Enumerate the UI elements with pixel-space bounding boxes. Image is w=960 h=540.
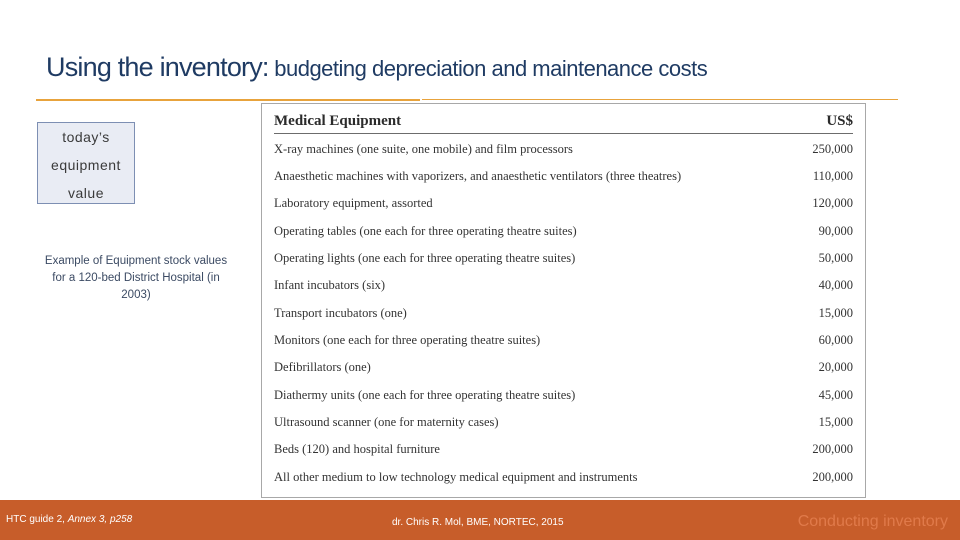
row-value: 110,000	[812, 169, 853, 183]
table-row	[274, 220, 853, 247]
row-item: Operating lights (one each for three operating theatre suites)	[274, 251, 576, 265]
row-item: Ultrasound scanner (one for maternity cases)	[274, 415, 499, 429]
slide-title-main: Using the inventory:	[46, 52, 269, 82]
table-row	[274, 466, 853, 493]
row-value: 60,000	[818, 333, 853, 347]
row-item: X-ray machines (one suite, one mobile) and film processors	[274, 142, 573, 156]
row-item: Diathermy units (one each for three operating theatre suites)	[274, 388, 576, 402]
table-row	[274, 192, 853, 219]
row-value: 40,000	[818, 278, 853, 292]
row-value: 15,000	[818, 306, 853, 320]
table-row	[274, 411, 853, 438]
footer-source-prefix: HTC guide 2,	[6, 514, 68, 525]
row-value: 200,000	[812, 442, 853, 456]
row-item: Anaesthetic machines with vaporizers, and anaesthetic ventilators (three theatres)	[274, 169, 682, 183]
row-value: 120,000	[812, 196, 853, 210]
row-item: Infant incubators (six)	[274, 278, 386, 292]
equipment-table	[261, 103, 866, 498]
row-value: 250,000	[812, 142, 853, 156]
row-item: Defibrillators (one)	[274, 360, 371, 374]
row-item: Beds (120) and hospital furniture	[274, 442, 440, 456]
row-value: 15,000	[818, 415, 853, 429]
row-item: Monitors (one each for three operating theatre suites)	[274, 333, 541, 347]
footer-bar	[0, 500, 960, 540]
row-value: 20,000	[818, 360, 853, 374]
value-box-line: value	[68, 185, 104, 201]
slide-title-sub: budgeting depreciation and maintenance costs	[268, 56, 708, 81]
row-item: Operating tables (one each for three operating theatre suites)	[274, 224, 577, 238]
table-row	[274, 165, 853, 192]
value-box-line: equipment	[51, 157, 121, 173]
header-equipment: Medical Equipment	[274, 113, 402, 129]
table-row	[274, 384, 853, 411]
footer-source-italic: Annex 3, p258	[67, 514, 133, 525]
footer-topic: Conducting inventory	[797, 513, 948, 530]
row-item: Transport incubators (one)	[274, 306, 407, 320]
table-row	[274, 302, 853, 329]
table-header	[274, 111, 853, 134]
table-row	[274, 438, 853, 465]
title-underline-right	[422, 99, 898, 100]
row-item: All other medium to low technology medical equipment and instruments	[274, 470, 638, 484]
row-item: Laboratory equipment, assorted	[274, 196, 433, 210]
footer-author: dr. Chris R. Mol, BME, NORTEC, 2015	[392, 517, 564, 528]
header-usd: US$	[826, 113, 853, 129]
table-row	[274, 247, 853, 274]
row-value: 200,000	[812, 470, 853, 484]
slide-title	[46, 52, 707, 83]
table-row	[274, 138, 853, 165]
row-value: 50,000	[818, 251, 853, 265]
table-row	[274, 329, 853, 356]
row-value: 90,000	[818, 224, 853, 238]
value-box	[37, 122, 135, 204]
row-value: 45,000	[818, 388, 853, 402]
title-underline-left	[36, 99, 420, 101]
value-box-line: today’s	[62, 129, 110, 145]
table-row	[274, 274, 853, 301]
table-caption: Example of Equipment stock values for a 120-bed District Hospital (in 2003)	[44, 255, 228, 301]
table-row	[274, 356, 853, 383]
footer-source	[6, 514, 132, 525]
